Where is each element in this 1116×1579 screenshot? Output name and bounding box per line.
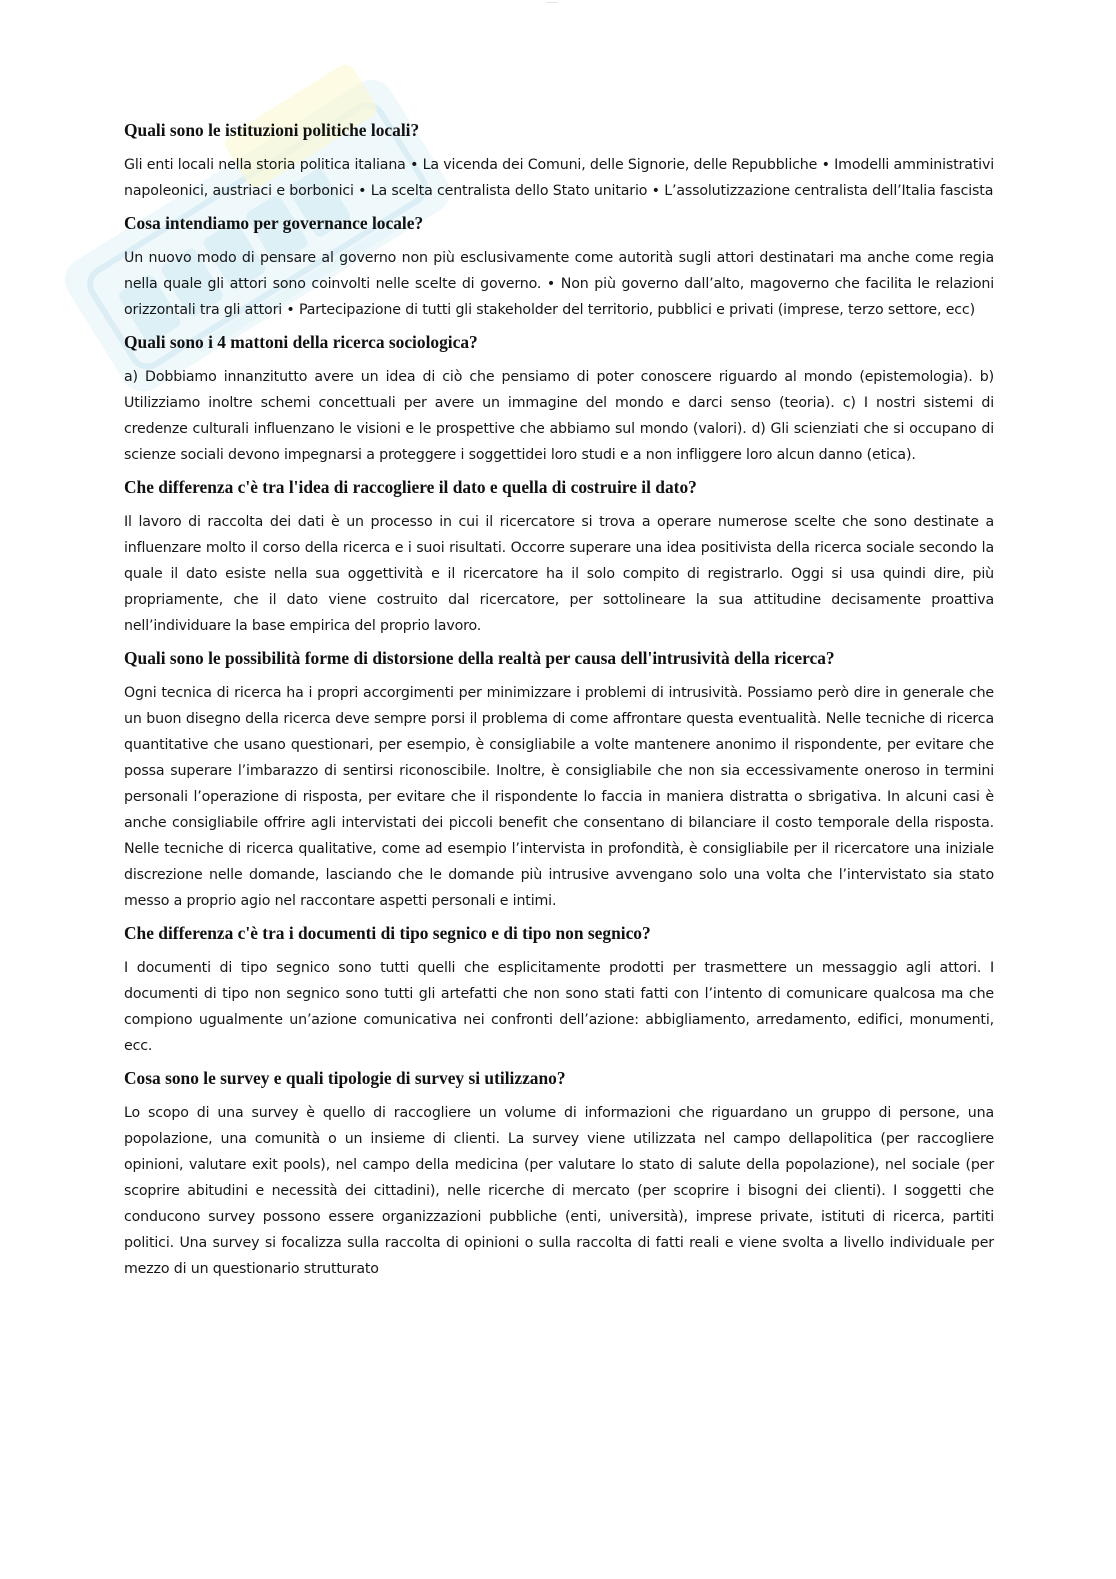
qa-section [124,646,994,914]
answer-paragraph: a) Dobbiamo innanzitutto avere un idea di ciò che pensiamo di poter conoscere riguardo al mondo (epistemologia). b) Utilizziamo inoltre schemi concettuali per avere un immagine del mondo e darci senso (teoria). c) I nostri sistemi di credenze culturali influenzano le visioni e le prospettive che abbiamo sul mondo (valori). d) Gli scienziati che si occupano di scienze sociali devono impegnarsi a proteggere i soggettidei loro studi e a non infliggere loro alcun danno (etica). [124,369,994,463]
question-heading: Quali sono le possibilità forme di distorsione della realtà per causa dell'intrusività della ricerca? [124,648,835,668]
question-heading: Cosa sono le survey e quali tipologie di survey si utilizzano? [124,1068,566,1088]
document-content [124,118,994,1289]
qa-section [124,1066,994,1282]
answer-paragraph: Un nuovo modo di pensare al governo non più esclusivamente come autorità sugli attori destinatari ma anche come regia nella quale gli attori sono coinvolti nelle scelte di governo. • Non più governo dall’alto, magoverno che facilita le relazioni orizzontali tra gli attori • Partecipazione di tutti gli stakeholder del territorio, pubblici e privati (imprese, terzo settore, ecc) [124,250,994,318]
question-heading: Quali sono i 4 mattoni della ricerca sociologica? [124,332,478,352]
answer-paragraph: Lo scopo di una survey è quello di raccogliere un volume di informazioni che riguardano un gruppo di persone, una popolazione, una comunità o un insieme di clienti. La survey viene utilizzata nel campo dellapolitica (per raccogliere opinioni, valutare exit pools), nel campo della medicina (per valutare lo stato di salute della popolazione), nel sociale (per scoprire abitudini e necessità dei cittadini), nelle ricerche di mercato (per scoprire i bisogni dei clienti). I soggetti che conducono survey possono essere organizzazioni pubbliche (enti, università), imprese private, istituti di ricerca, partiti politici. Una survey si focalizza sulla raccolta di opinioni o sulla raccolta di fatti reali e viene svolta a livello individuale per mezzo di un questionario strutturato [124,1105,994,1277]
question-heading: Cosa intendiamo per governance locale? [124,213,424,233]
qa-section [124,330,994,468]
question-heading: Quali sono le istituzioni politiche locali? [124,120,420,140]
answer-paragraph: Gli enti locali nella storia politica italiana • La vicenda dei Comuni, delle Signorie, delle Repubbliche • Imodelli amministrativi napoleonici, austriaci e borbonici • La scelta centralista dello Stato unitario • L’assolutizzazione centralista dell’Italia fascista [124,157,994,199]
answer-paragraph: Ogni tecnica di ricerca ha i propri accorgimenti per minimizzare i problemi di intrusività. Possiamo però dire in generale che un buon disegno della ricerca deve sempre porsi il problema di come affrontare questa eventualità. Nelle tecniche di ricerca quantitative che usano questionari, per esempio, è consigliabile a volte mantenere anonimo il rispondente, per evitare che possa superare l’imbarazzo di sentirsi riconoscibile. Inoltre, è consigliabile che non sia eccessivamente oneroso in termini personali l’operazione di risposta, per evitare che il rispondente lo faccia in maniera distratta o sbrigativa. In alcuni casi è anche consigliabile offrire agli intervistati dei piccoli benefit che consentano di bilanciare il costo temporale della risposta. Nelle tecniche di ricerca qualitative, come ad esempio l’intervista in profondità, è consigliabile per il ricercatore una iniziale discrezione nelle domande, lasciando che le domande più intrusive avvengano solo una volta che l’intervistato sia stato messo a proprio agio nel raccontare aspetti personali e intimi. [124,685,994,909]
qa-section [124,921,994,1059]
qa-section [124,118,994,204]
question-heading: Che differenza c'è tra i documenti di tipo segnico e di tipo non segnico? [124,923,651,943]
answer-paragraph: I documenti di tipo segnico sono tutti quelli che esplicitamente prodotti per trasmettere un messaggio agli attori. I documenti di tipo non segnico sono tutti gli artefatti che non sono stati fatti con l’intento di comunicare qualcosa ma che compiono ugualmente un’azione comunicativa nei confronti dell’azione: abbigliamento, arredamento, edifici, monumenti, ecc. [124,960,994,1054]
qa-section [124,211,994,323]
qa-section [124,475,994,639]
header-mark: ─── [546,0,558,6]
answer-paragraph: Il lavoro di raccolta dei dati è un processo in cui il ricercatore si trova a operare numerose scelte che sono destinate a influenzare molto il corso della ricerca e i suoi risultati. Occorre superare una idea positivista della ricerca sociale secondo la quale il dato esiste nella sua oggettività e il ricercatore ha il solo compito di registrarlo. Oggi si usa quindi dire, più propriamente, che il dato viene costruito dal ricercatore, per sottolineare la sua attitudine decisamente proattiva nell’individuare la base empirica del proprio lavoro. [124,514,994,634]
question-heading: Che differenza c'è tra l'idea di raccogliere il dato e quella di costruire il dato? [124,477,697,497]
